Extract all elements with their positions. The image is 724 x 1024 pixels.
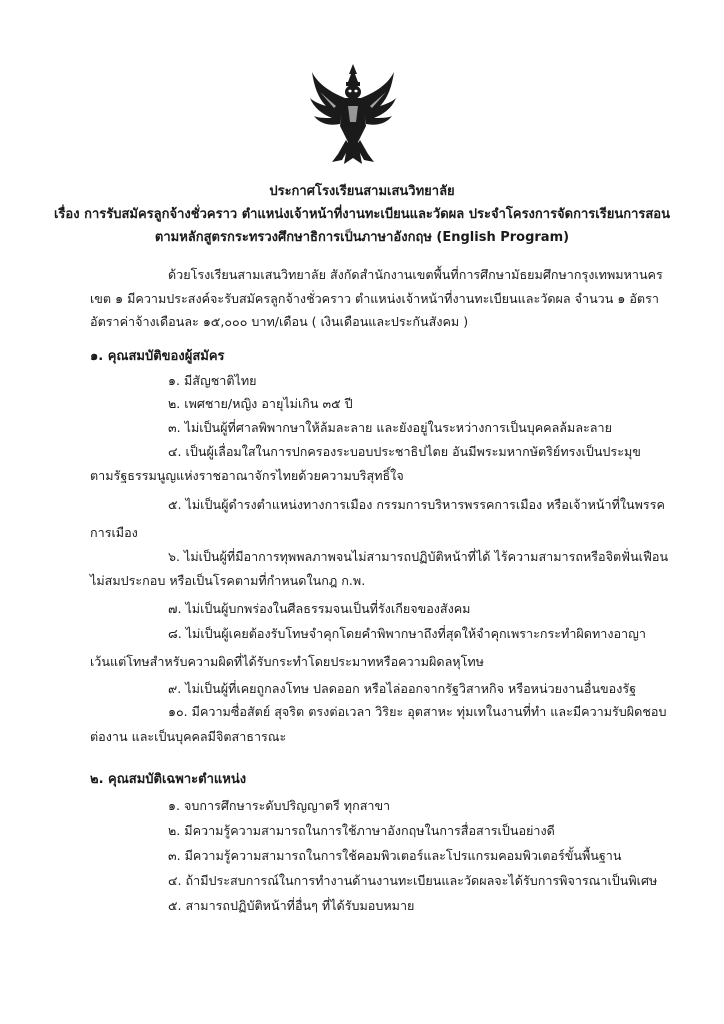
section-1-item-6-cont: ไม่สมประกอบ หรือเป็นโรคตามที่กำหนดในกฎ ก.พ. — [90, 573, 366, 588]
section-1-item-2: ๒. เพศชาย/หญิง อายุไม่เกิน ๓๕ ปี — [168, 396, 353, 411]
garuda-emblem — [308, 62, 398, 168]
section-1-item-9: ๙. ไม่เป็นผู้ที่เคยถูกลงโทษ ปลดออก หรือไล่ออกจากรัฐวิสาหกิจ หรือหน่วยงานอื่นของรัฐ — [168, 681, 637, 696]
section-2-item-1: ๑. จบการศึกษาระดับปริญญาตรี ทุกสาขา — [168, 798, 391, 813]
section-1-heading: ๑. คุณสมบัติของผู้สมัคร — [90, 349, 225, 364]
section-2-item-3: ๓. มีความรู้ความสามารถในการใช้คอมพิวเตอร์และโปรแกรมคอมพิวเตอร์ขั้นพื้นฐาน — [168, 848, 622, 863]
section-1-item-6: ๖. ไม่เป็นผู้ที่มีอาการทุพพลภาพจนไม่สามารถปฏิบัติหน้าที่ได้ ไร้ความสามารถหรือจิตฟั่นเฟือน — [168, 549, 669, 564]
announcement-title: ประกาศโรงเรียนสามเสนวิทยาลัย — [269, 184, 455, 199]
intro-line-3: อัตราค่าจ้างเดือนละ ๑๕,๐๐๐ บาท/เดือน ( เงินเดือนและประกันสังคม ) — [90, 314, 469, 329]
section-2-item-4: ๔. ถ้ามีประสบการณ์ในการทำงานด้านงานทะเบียนและวัดผลจะได้รับการพิจารณาเป็นพิเศษ — [168, 873, 658, 888]
announcement-subject-line-1: เรื่อง การรับสมัครลูกจ้างชั่วคราว ตำแหน่งเจ้าหน้าที่งานทะเบียนและวัดผล ประจำโครงการจัดการเรียนการสอน — [53, 207, 670, 222]
section-1-item-10-cont: ต่องาน และเป็นบุคคลมีจิตสาธารณะ — [90, 729, 287, 744]
section-1-item-3: ๓. ไม่เป็นผู้ที่ศาลพิพากษาให้ล้มละลาย และยังอยู่ในระหว่างการเป็นบุคคลล้มละลาย — [168, 420, 612, 435]
section-1-item-5: ๕. ไม่เป็นผู้ดำรงตำแหน่งทางการเมือง กรรมการบริหารพรรคการเมือง หรือเจ้าหน้าที่ในพรรค — [168, 497, 665, 512]
section-1-item-8-cont: เว้นแต่โทษสำหรับความผิดที่ได้รับกระทำโดยประมาทหรือความผิดลหุโทษ — [90, 654, 484, 669]
section-1-item-1: ๑. มีสัญชาติไทย — [168, 373, 257, 388]
section-1-item-4: ๔. เป็นผู้เลื่อมใสในการปกครองระบอบประชาธิปไตย อันมีพระมหากษัตริย์ทรงเป็นประมุข — [168, 444, 641, 459]
section-1-item-5-cont: การเมือง — [90, 525, 138, 540]
section-1-item-7: ๗. ไม่เป็นผู้บกพร่องในศีลธรรมจนเป็นที่รังเกียจของสังคม — [168, 601, 471, 616]
intro-line-2: เขต ๑ มีความประสงค์จะรับสมัครลูกจ้างชั่วคราว ตำแหน่งเจ้าหน้าที่งานทะเบียนและวัดผล จำนวน ๑ อัตรา — [90, 291, 659, 306]
section-1-item-8: ๘. ไม่เป็นผู้เคยต้องรับโทษจำคุกโดยคำพิพากษาถึงที่สุดให้จำคุกเพราะกระทำผิดทางอาญา — [168, 626, 646, 641]
section-2-heading: ๒. คุณสมบัติเฉพาะตำแหน่ง — [90, 772, 247, 787]
section-1-item-10: ๑๐. มีความซื่อสัตย์ สุจริต ตรงต่อเวลา วิริยะ อุตสาหะ ทุ่มเทในงานที่ทำ และมีความรับผิดชอบ — [168, 704, 667, 719]
section-2-item-2: ๒. มีความรู้ความสามารถในการใช้ภาษาอังกฤษในการสื่อสารเป็นอย่างดี — [168, 823, 555, 838]
section-1-item-4-cont: ตามรัฐธรรมนูญแห่งราชอาณาจักรไทยด้วยความบริสุทธิ์ใจ — [90, 468, 404, 483]
announcement-subject-line-2: ตามหลักสูตรกระทรวงศึกษาธิการเป็นภาษาอังกฤษ (English Program) — [154, 230, 570, 245]
intro-line-1: ด้วยโรงเรียนสามเสนวิทยาลัย สังกัดสำนักงานเขตพื้นที่การศึกษามัธยมศึกษากรุงเทพมหานคร — [168, 267, 663, 282]
section-2-item-5: ๕. สามารถปฏิบัติหน้าที่อื่นๆ ที่ได้รับมอบหมาย — [168, 898, 415, 913]
